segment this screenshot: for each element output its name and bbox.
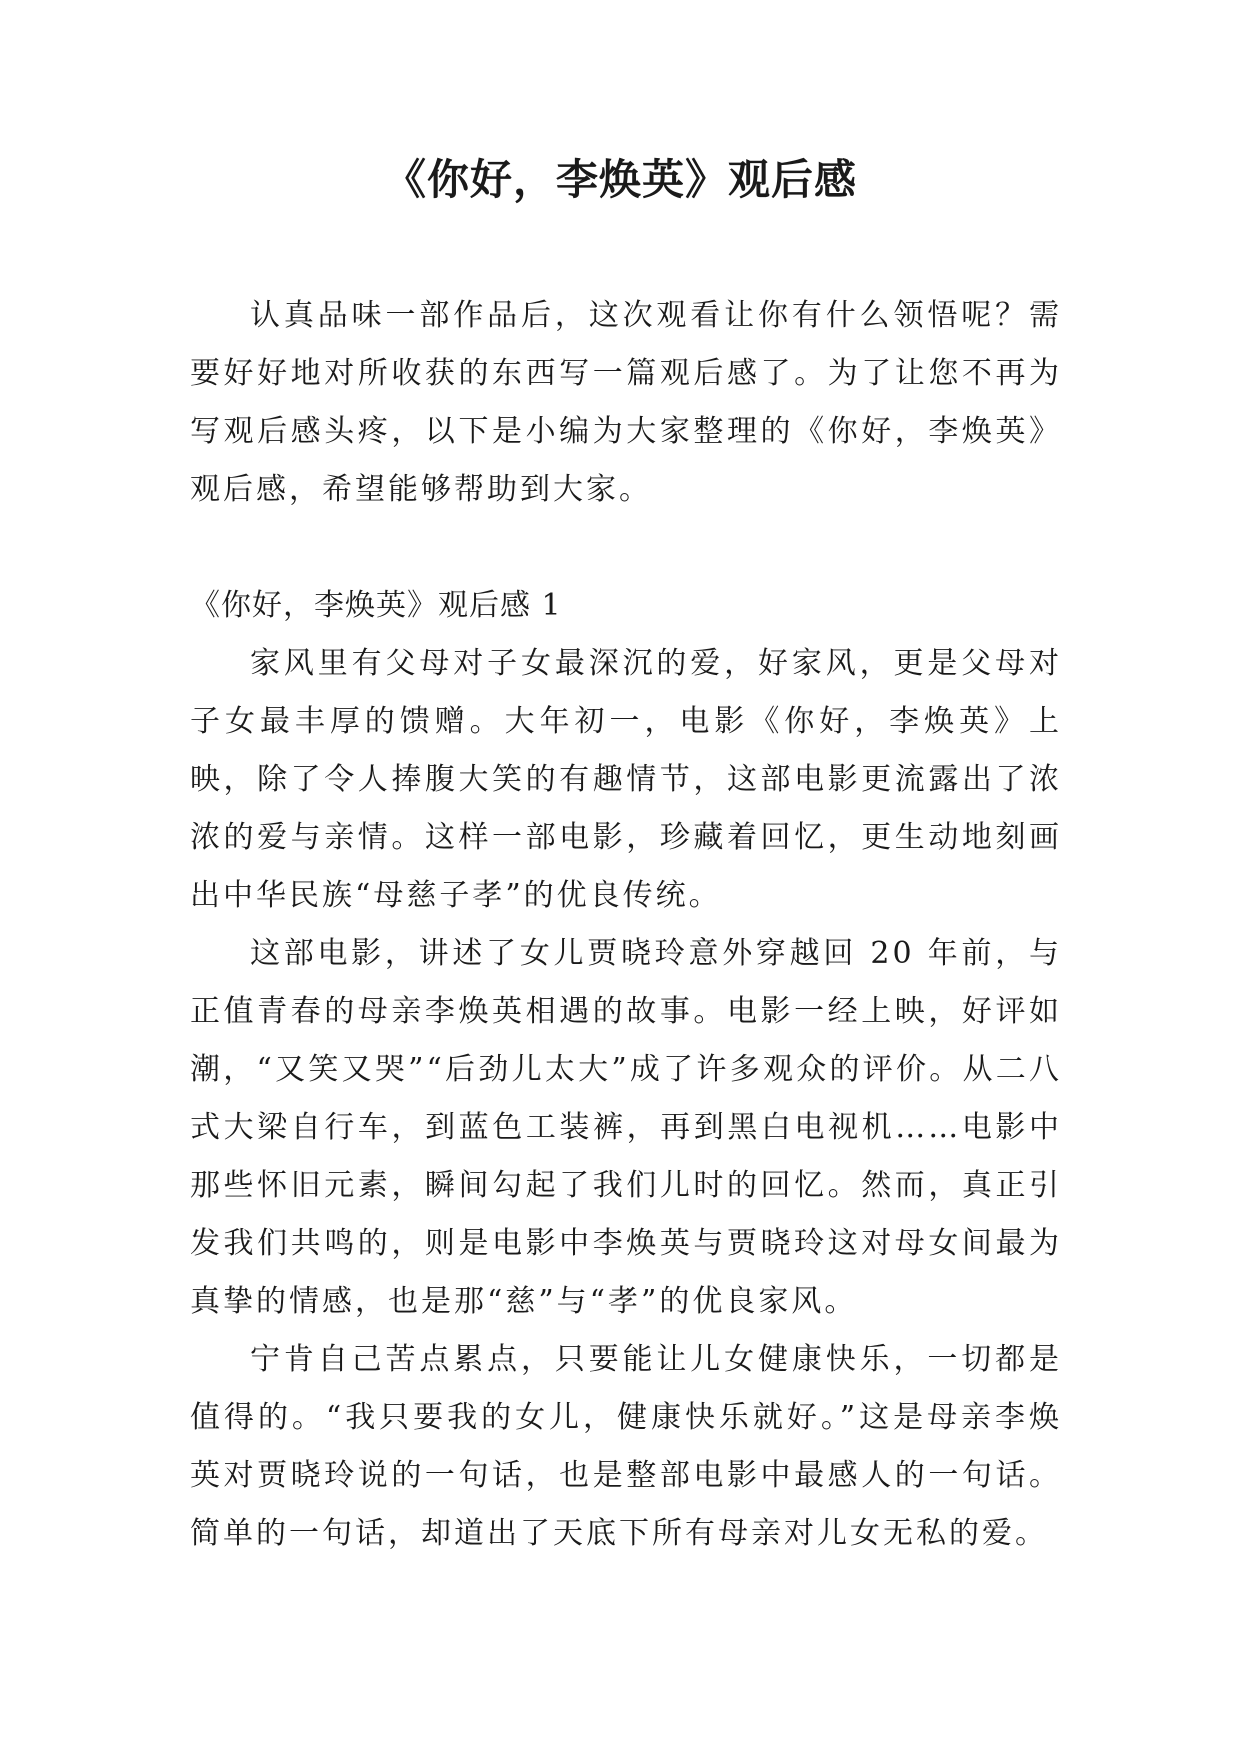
document-body — [190, 287, 1062, 1563]
document-title: 《你好，李焕英》观后感 — [383, 155, 857, 204]
intro-paragraph: 认真品味一部作品后，这次观看让你有什么领悟呢？需要好好地对所收获的东西写一篇观后感了。为了让您不再为写观后感头疼，以下是小编为大家整理的《你好，李焕英》观后感，希望能够帮助到大家。 — [190, 298, 1062, 507]
body-paragraph: 宁肯自己苦点累点，只要能让儿女健康快乐，一切都是值得的。“我只要我的女儿，健康快乐就好。”这是母亲李焕英对贾晓玲说的一句话，也是整部电影中最感人的一句话。简单的一句话，却道出了天底下所有母亲对儿女无私的爱。 — [190, 1342, 1062, 1551]
section-heading: 《你好，李焕英》观后感 1 — [190, 588, 562, 623]
body-paragraph: 家风里有父母对子女最深沉的爱，好家风，更是父母对子女最丰厚的馈赠。大年初一，电影《你好，李焕英》上映，除了令人捧腹大笑的有趣情节，这部电影更流露出了浓浓的爱与亲情。这样一部电影，珍藏着回忆，更生动地刻画出中华民族“母慈子孝”的优良传统。 — [190, 646, 1062, 913]
body-paragraph: 这部电影，讲述了女儿贾晓玲意外穿越回 20 年前，与正值青春的母亲李焕英相遇的故事。电影一经上映，好评如潮，“又笑又哭”“后劲儿太大”成了许多观众的评价。从二八式大梁自行车，到蓝色工装裤，再到黑白电视机……电影中那些怀旧元素，瞬间勾起了我们儿时的回忆。然而，真正引发我们共鸣的，则是电影中李焕英与贾晓玲这对母女间最为真挚的情感，也是那“慈”与“孝”的优良家风。 — [190, 936, 1062, 1319]
